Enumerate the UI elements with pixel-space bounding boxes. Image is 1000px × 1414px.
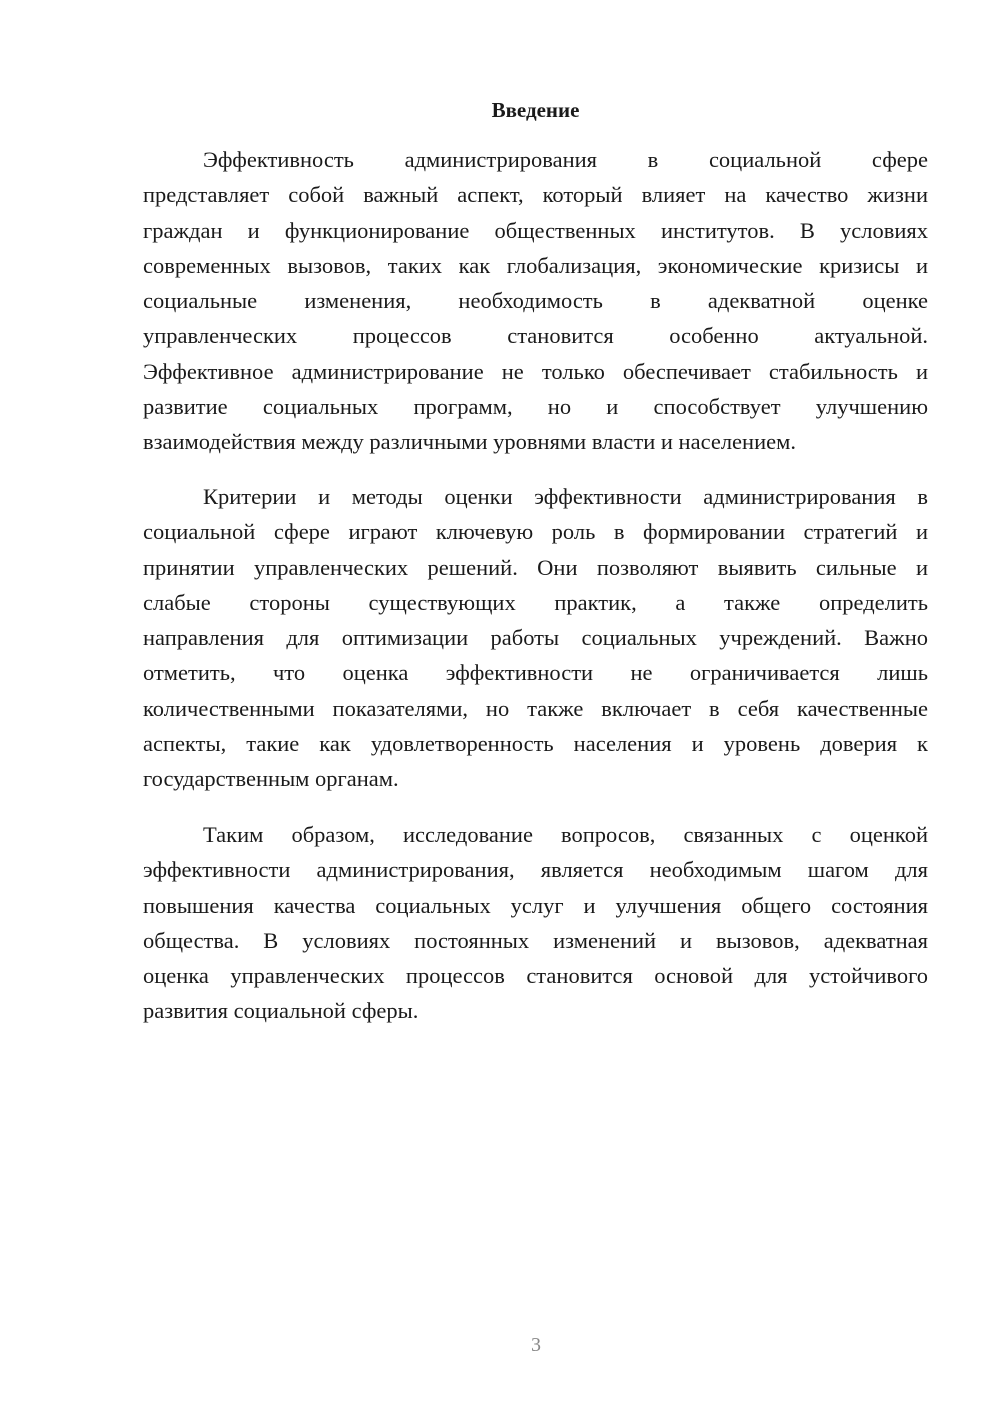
text-line: Эффективность администрирования в социальной сфере (203, 147, 928, 172)
text-line: оценка управленческих процессов становится основой для устойчивого (143, 963, 928, 989)
text-line: социальные изменения, необходимость в адекватной оценке (143, 288, 928, 314)
text-line: Критерии и методы оценки эффективности администрирования в (203, 484, 928, 509)
text-line: граждан и функционирование общественных институтов. В условиях (143, 217, 928, 243)
section-title: Введение (491, 98, 580, 122)
text-line: социальной сфере играют ключевую роль в формировании стратегий и (143, 519, 928, 545)
text-line: развития социальной сферы. (143, 998, 419, 1024)
text-line: повышения качества социальных услуг и улучшения общего состояния (143, 892, 928, 918)
text-line: направления для оптимизации работы социальных учреждений. Важно (143, 625, 928, 651)
text-line: принятии управленческих решений. Они позволяют выявить сильные и (143, 554, 928, 580)
text-line: Эффективное администрирование не только обеспечивает стабильность и (143, 358, 928, 384)
text-line: Таким образом, исследование вопросов, связанных с оценкой (203, 822, 928, 847)
text-line: слабые стороны существующих практик, а также определить (143, 589, 928, 615)
text-line: представляет собой важный аспект, который влияет на качество жизни (143, 182, 928, 208)
paragraph-1 (143, 142, 928, 460)
text-line: отметить, что оценка эффективности не ограничивается лишь (143, 660, 928, 686)
text-line: современных вызовов, таких как глобализация, экономические кризисы и (143, 252, 928, 278)
text-line: общества. В условиях постоянных изменений и вызовов, адекватная (143, 927, 928, 953)
text-line: управленческих процессов становится особенно актуальной. (143, 323, 928, 349)
text-line: государственным органам. (143, 766, 399, 792)
text-line: количественными показателями, но также включает в себя качественные (143, 695, 928, 721)
text-line: эффективности администрирования, является необходимым шагом для (143, 857, 928, 883)
text-line: развитие социальных программ, но и способствует улучшению (143, 394, 928, 420)
text-line: взаимодействия между различными уровнями власти и населением. (143, 429, 796, 455)
paragraph-2 (143, 479, 928, 797)
paragraph-3 (143, 817, 928, 1029)
text-line: аспекты, такие как удовлетворенность населения и уровень доверия к (143, 731, 928, 757)
page-number: 3 (531, 1334, 541, 1356)
